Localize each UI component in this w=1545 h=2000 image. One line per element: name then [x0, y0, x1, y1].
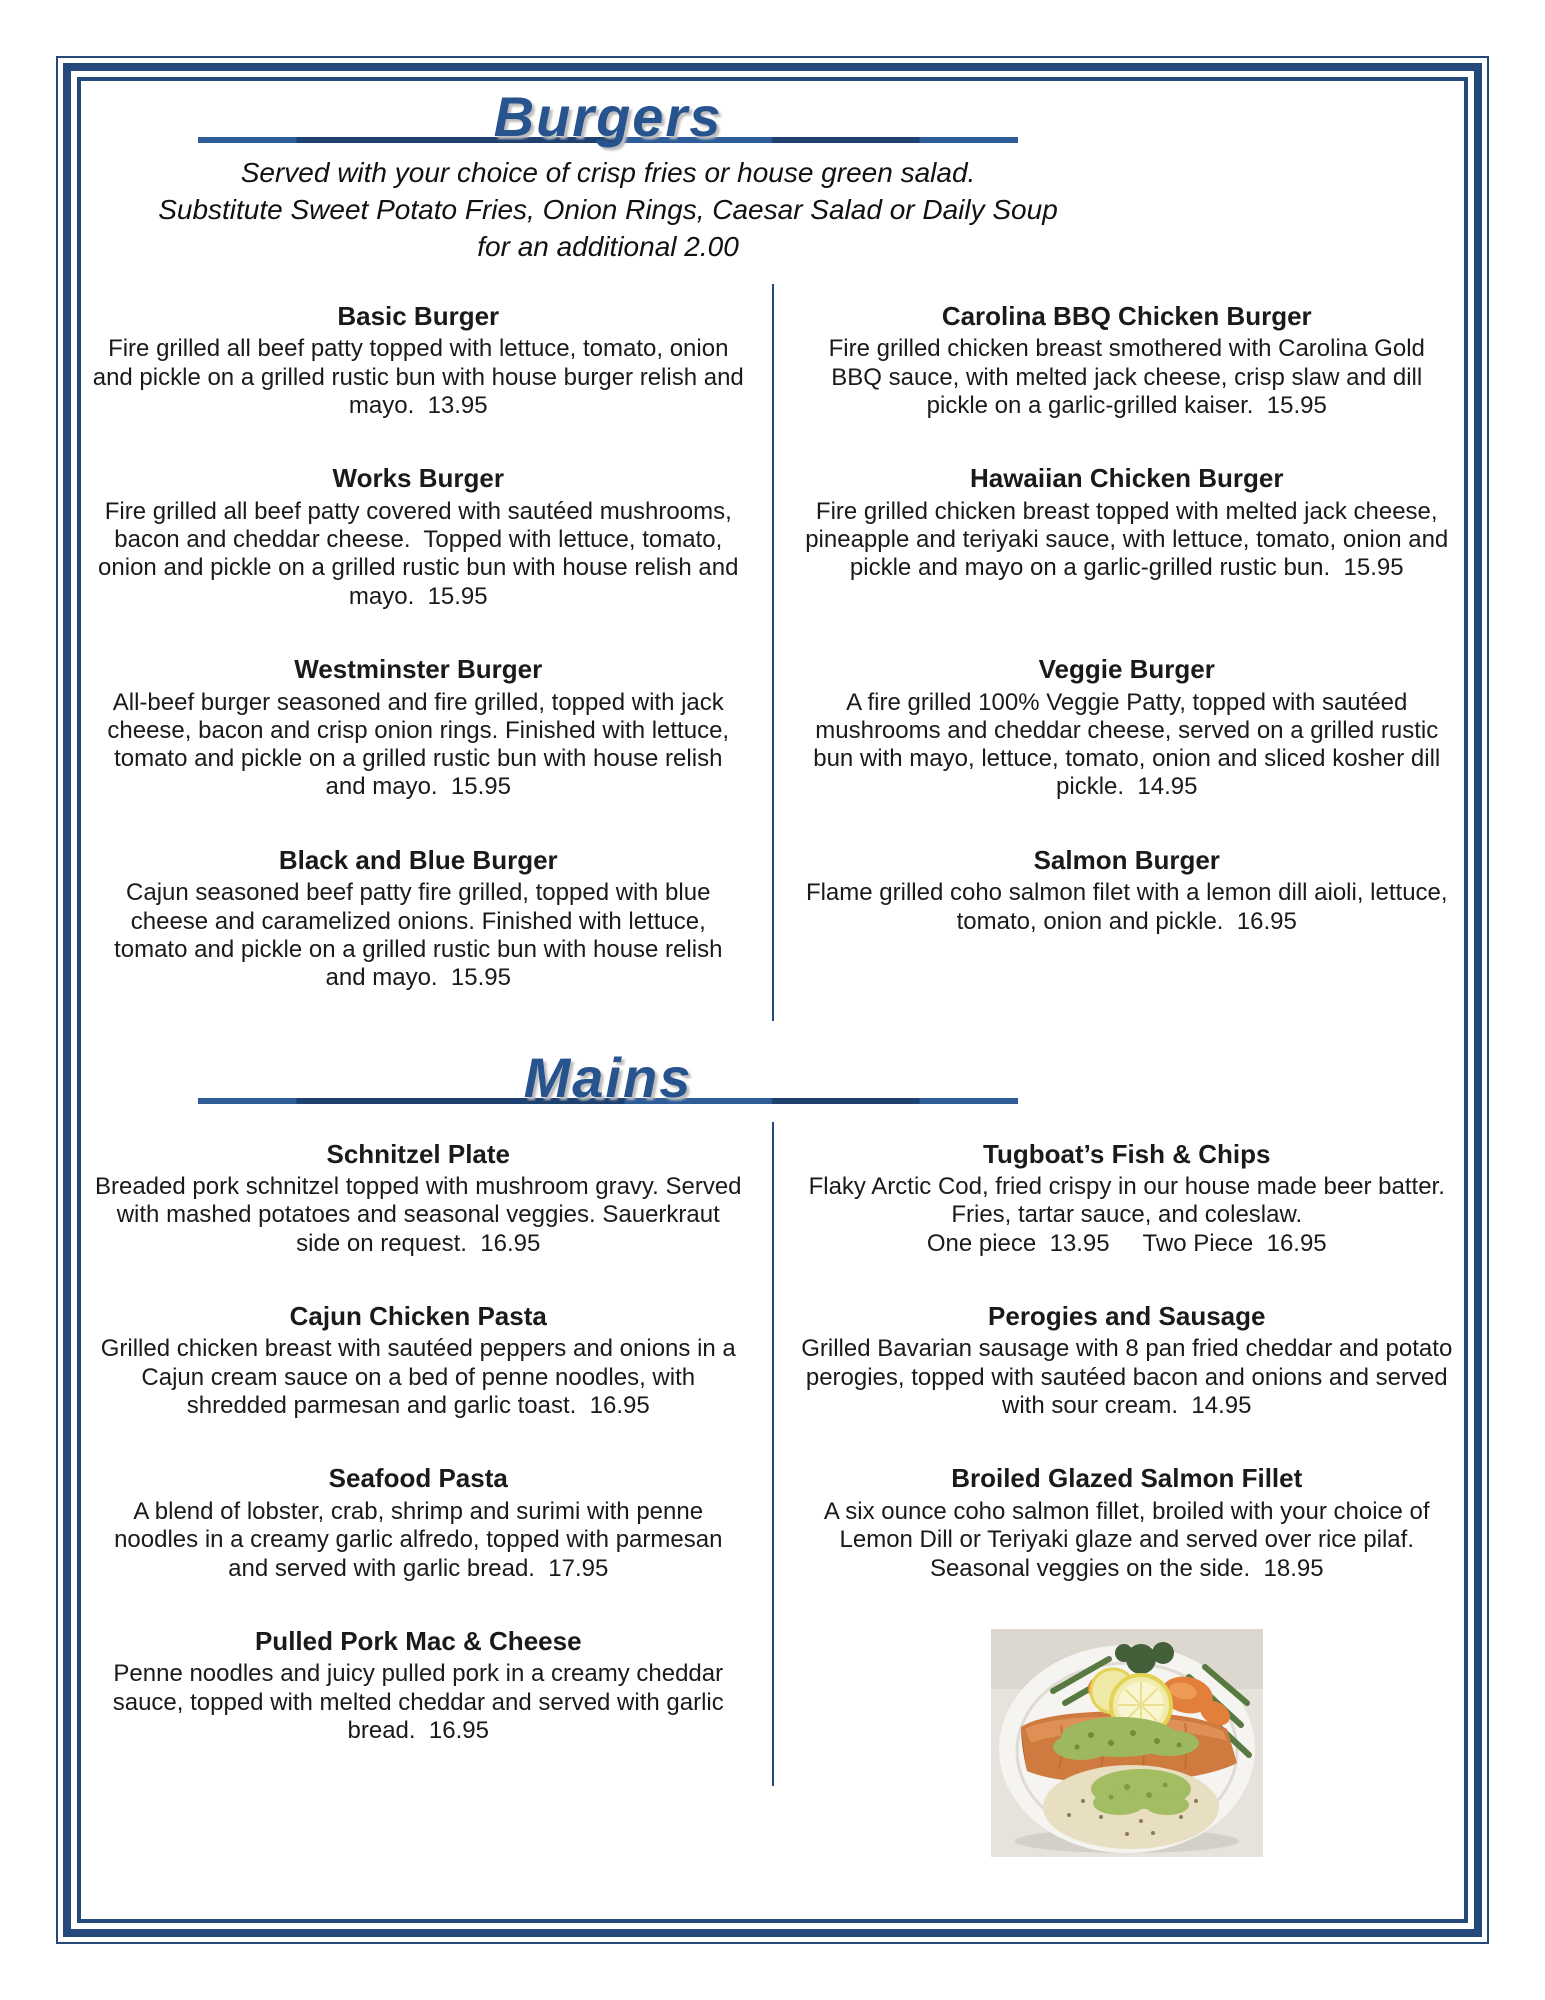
item-name: Tugboat’s Fish & Chips — [983, 1138, 1271, 1169]
item-name: Basic Burger — [337, 300, 500, 331]
item-name: Carolina BBQ Chicken Burger — [941, 300, 1312, 331]
item-name: Pulled Pork Mac & Cheese — [254, 1625, 582, 1656]
mains-header — [138, 1045, 1078, 1109]
item-description: Fire grilled all beef patty covered with sautéed mushrooms, bacon and cheddar cheese. Topped with lettuce, tomato, onion and pickle on a grilled rustic bun with house relish and mayo. 15.95 — [98, 497, 746, 610]
menu-item-veggie-burger — [797, 653, 1458, 802]
item-description: Grilled chicken breast with sautéed peppers and onions in a Cajun cream sauce on a bed of penne noodles, with shredded parmesan and garlic toast. 16.95 — [100, 1335, 743, 1420]
menu-item-broiled-glazed-salmon-fillet — [797, 1462, 1458, 1582]
menu-item-salmon-burger — [797, 844, 1458, 993]
burgers-section — [88, 84, 1457, 1035]
menu-item-hawaiian-chicken-burger — [797, 462, 1458, 611]
burgers-grid — [88, 300, 1457, 1035]
menu-item-cajun-chicken-pasta — [88, 1300, 749, 1420]
photo-cell — [797, 1625, 1458, 1862]
item-description: A six ounce coho salmon fillet, broiled with your choice of Lemon Dill or Teriyaki glaze and served over rice pilaf. Seasonal veggies on the side. 18.95 — [823, 1497, 1437, 1582]
item-name: Black and Blue Burger — [278, 844, 558, 875]
item-description: A fire grilled 100% Veggie Patty, topped with sautéed mushrooms and cheddar cheese, served on a grilled rustic bun with mayo, lettuce, tomato, onion and sliced kosher dill pickle. 14.95 — [813, 688, 1447, 801]
burgers-subtitle-1: Served with your choice of crisp fries or house green salad. — [240, 157, 976, 188]
item-name: Cajun Chicken Pasta — [289, 1300, 547, 1331]
item-name: Hawaiian Chicken Burger — [969, 463, 1284, 494]
mains-title: Mains — [523, 1045, 693, 1109]
item-description: Fire grilled chicken breast smothered with Carolina Gold BBQ sauce, with melted jack cheese, crisp slaw and dill pickle on a garlic-grilled kaiser. 15.95 — [828, 335, 1432, 419]
mains-column-divider — [772, 1122, 774, 1786]
item-description: All-beef burger seasoned and fire grilled, topped with jack cheese, bacon and crisp onion rings. Finished with lettuce, tomato and pickle on a grilled rustic bun with house relish and mayo. 15.95 — [107, 688, 736, 801]
mains-section — [88, 1045, 1457, 1862]
menu-item-works-burger — [88, 462, 749, 611]
item-description: Flaky Arctic Cod, fried crispy in our house made beer batter. Fries, tartar sauce, and coleslaw. — [808, 1173, 1459, 1229]
menu-content — [88, 84, 1457, 1916]
item-description: Grilled Bavarian sausage with 8 pan fried cheddar and potato perogies, topped with sautéed bacon and onions and served with sour cream. 14.95 — [801, 1335, 1459, 1420]
menu-item-carolina-bbq-chicken-burger — [797, 300, 1458, 420]
menu-item-black-and-blue-burger — [88, 844, 749, 993]
menu-item-seafood-pasta — [88, 1462, 749, 1582]
menu-item-pulled-pork-mac-and-cheese — [88, 1625, 749, 1820]
menu-item-basic-burger — [88, 300, 749, 420]
item-description: Fire grilled all beef patty topped with lettuce, tomato, onion and pickle on a grilled rustic bun with house burger relish and mayo. 13.95 — [92, 335, 751, 419]
mains-grid — [88, 1138, 1457, 1862]
burgers-column-divider — [772, 284, 774, 1021]
item-description: A blend of lobster, crab, shrimp and surimi with penne noodles in a creamy garlic alfredo, topped with parmesan and served with garlic bread. 17.95 — [114, 1497, 730, 1582]
item-description: Flame grilled coho salmon filet with a lemon dill aioli, lettuce, tomato, onion and pickle. 16.95 — [805, 879, 1455, 935]
item-name: Perogies and Sausage — [988, 1300, 1266, 1331]
burgers-header — [138, 84, 1078, 266]
menu-item-westminster-burger — [88, 653, 749, 802]
menu-item-tugboats-fish-and-chips — [797, 1138, 1458, 1258]
menu-item-perogies-and-sausage — [797, 1300, 1458, 1420]
salmon-dish-photo — [991, 1629, 1263, 1857]
item-description: Penne noodles and juicy pulled pork in a creamy cheddar sauce, topped with melted cheddar and served with garlic bread. 16.95 — [112, 1660, 731, 1744]
item-name: Broiled Glazed Salmon Fillet — [951, 1463, 1303, 1494]
item-name: Veggie Burger — [1038, 654, 1215, 685]
item-price-line: One piece 13.95 Two Piece 16.95 — [926, 1229, 1327, 1257]
burgers-subtitle-2: Substitute Sweet Potato Fries, Onion Rings, Caesar Salad or Daily Soup for an additional 2.00 — [158, 193, 1058, 262]
item-name: Salmon Burger — [1033, 844, 1220, 875]
item-description: Cajun seasoned beef patty fire grilled, topped with blue cheese and caramelized onions. Finished with lettuce, tomato and pickle on a grilled rustic bun with house relish and mayo. 15.95 — [114, 879, 730, 992]
item-name: Works Burger — [332, 463, 504, 494]
item-name: Schnitzel Plate — [326, 1138, 510, 1169]
item-description: Breaded pork schnitzel topped with mushroom gravy. Served with mashed potatoes and seasonal veggies. Sauerkraut side on request. 16.95 — [94, 1173, 749, 1257]
burgers-title: Burgers — [493, 85, 723, 148]
item-name: Westminster Burger — [294, 654, 543, 685]
item-description: Fire grilled chicken breast topped with melted jack cheese, pineapple and teriyaki sauce, with lettuce, tomato, onion and pickle and mayo on a garlic-grilled rustic bun. 15.95 — [805, 497, 1455, 582]
menu-item-schnitzel-plate — [88, 1138, 749, 1258]
item-name: Seafood Pasta — [328, 1463, 508, 1494]
